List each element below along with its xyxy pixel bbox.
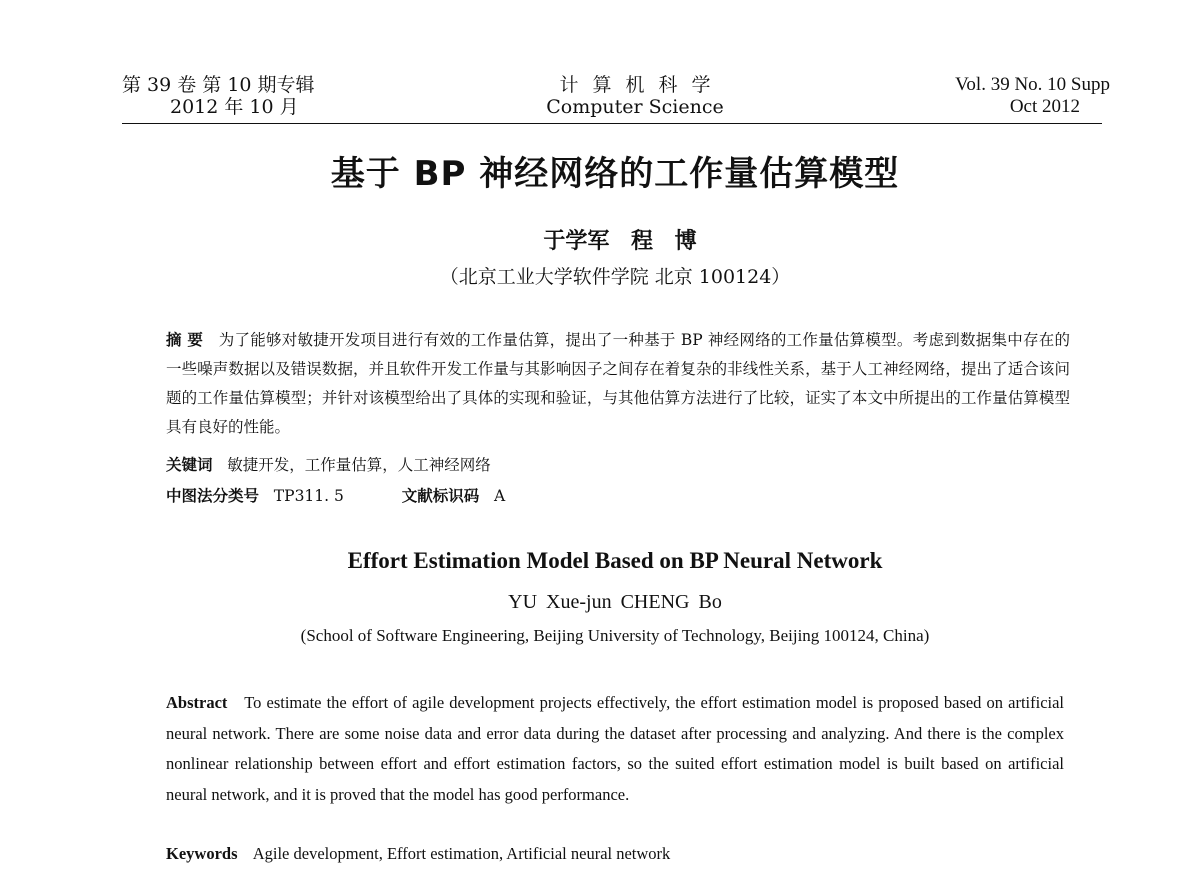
class-label: 中图法分类号 xyxy=(166,487,260,505)
abstract-text-cn: 为了能够对敏捷开发项目进行有效的工作量估算，提出了一种基于 BP 神经网络的工作量估算模型。考虑到数据集中存在的一些噪声数据以及错误数据，并且软件开发工作量与其影响因子之间存在着复杂的非线性关系，基于人工神经网络，提出了适合该问题的工作量估算模型；并针对该模型给出了具体的实现和验证，与其他估算方法进行了比较，证实了本文中所提出的工作量估算模型具有良好的性能。 xyxy=(166,331,1070,436)
affiliation-cn: （北京工业大学软件学院 北京 100124） xyxy=(439,266,791,288)
keywords-cn xyxy=(166,453,491,475)
authors-en: YU Xue-jun CHENG Bo xyxy=(508,591,722,613)
volume-issue-en: Vol. 39 No. 10 Supp xyxy=(955,74,1110,95)
class-value: TP311. 5 xyxy=(273,487,344,505)
publication-date-en: Oct 2012 xyxy=(1009,96,1080,117)
keywords-en xyxy=(166,844,670,864)
journal-name-en: Computer Science xyxy=(546,96,724,118)
abstract-text-en: To estimate the effort of agile development projects effectively, the effort estimation model is proposed based on artificial neural network. There are some noise data and error data during the dataset after processing and analyzing. And there is the complex nonlinear relationship between effort and effort estimation factors, so the suited effort estimation model is built based on artificial neural network, and it is proved that the model has good performance. xyxy=(166,693,1065,804)
journal-name-cn: 计算机科学 xyxy=(559,74,725,96)
keywords-label-cn: 关键词 xyxy=(166,456,213,474)
abstract-label-cn: 摘 要 xyxy=(166,331,204,349)
doc-code-value: A xyxy=(494,487,506,505)
paper-title-en: Effort Estimation Model Based on BP Neural Network xyxy=(347,548,883,573)
publication-date-cn: 2012 年 10 月 xyxy=(170,96,299,118)
keywords-label-en: Keywords xyxy=(166,844,238,863)
abstract-label-en: Abstract xyxy=(166,693,228,712)
abstract-en xyxy=(166,688,1064,810)
doc-code-label: 文献标识码 xyxy=(401,487,480,505)
affiliation-en: (School of Software Engineering, Beijing University of Technology, Beijing 100124, China) xyxy=(300,626,930,645)
journal-name xyxy=(470,74,800,118)
paper-title-cn: 基于 BP 神经网络的工作量估算模型 xyxy=(330,154,900,194)
journal-volume-info-en xyxy=(955,74,1110,118)
volume-issue: 第 39 卷 第 10 期专辑 xyxy=(122,74,315,96)
header-divider xyxy=(122,123,1102,124)
classification-cn xyxy=(166,484,505,506)
authors-cn: 于学军 程 博 xyxy=(543,229,697,254)
abstract-cn xyxy=(166,326,1070,442)
keywords-text-cn: 敏捷开发，工作量估算，人工神经网络 xyxy=(227,456,491,474)
keywords-text-en: Agile development, Effort estimation, Artificial neural network xyxy=(252,844,671,863)
journal-volume-info xyxy=(122,74,315,118)
